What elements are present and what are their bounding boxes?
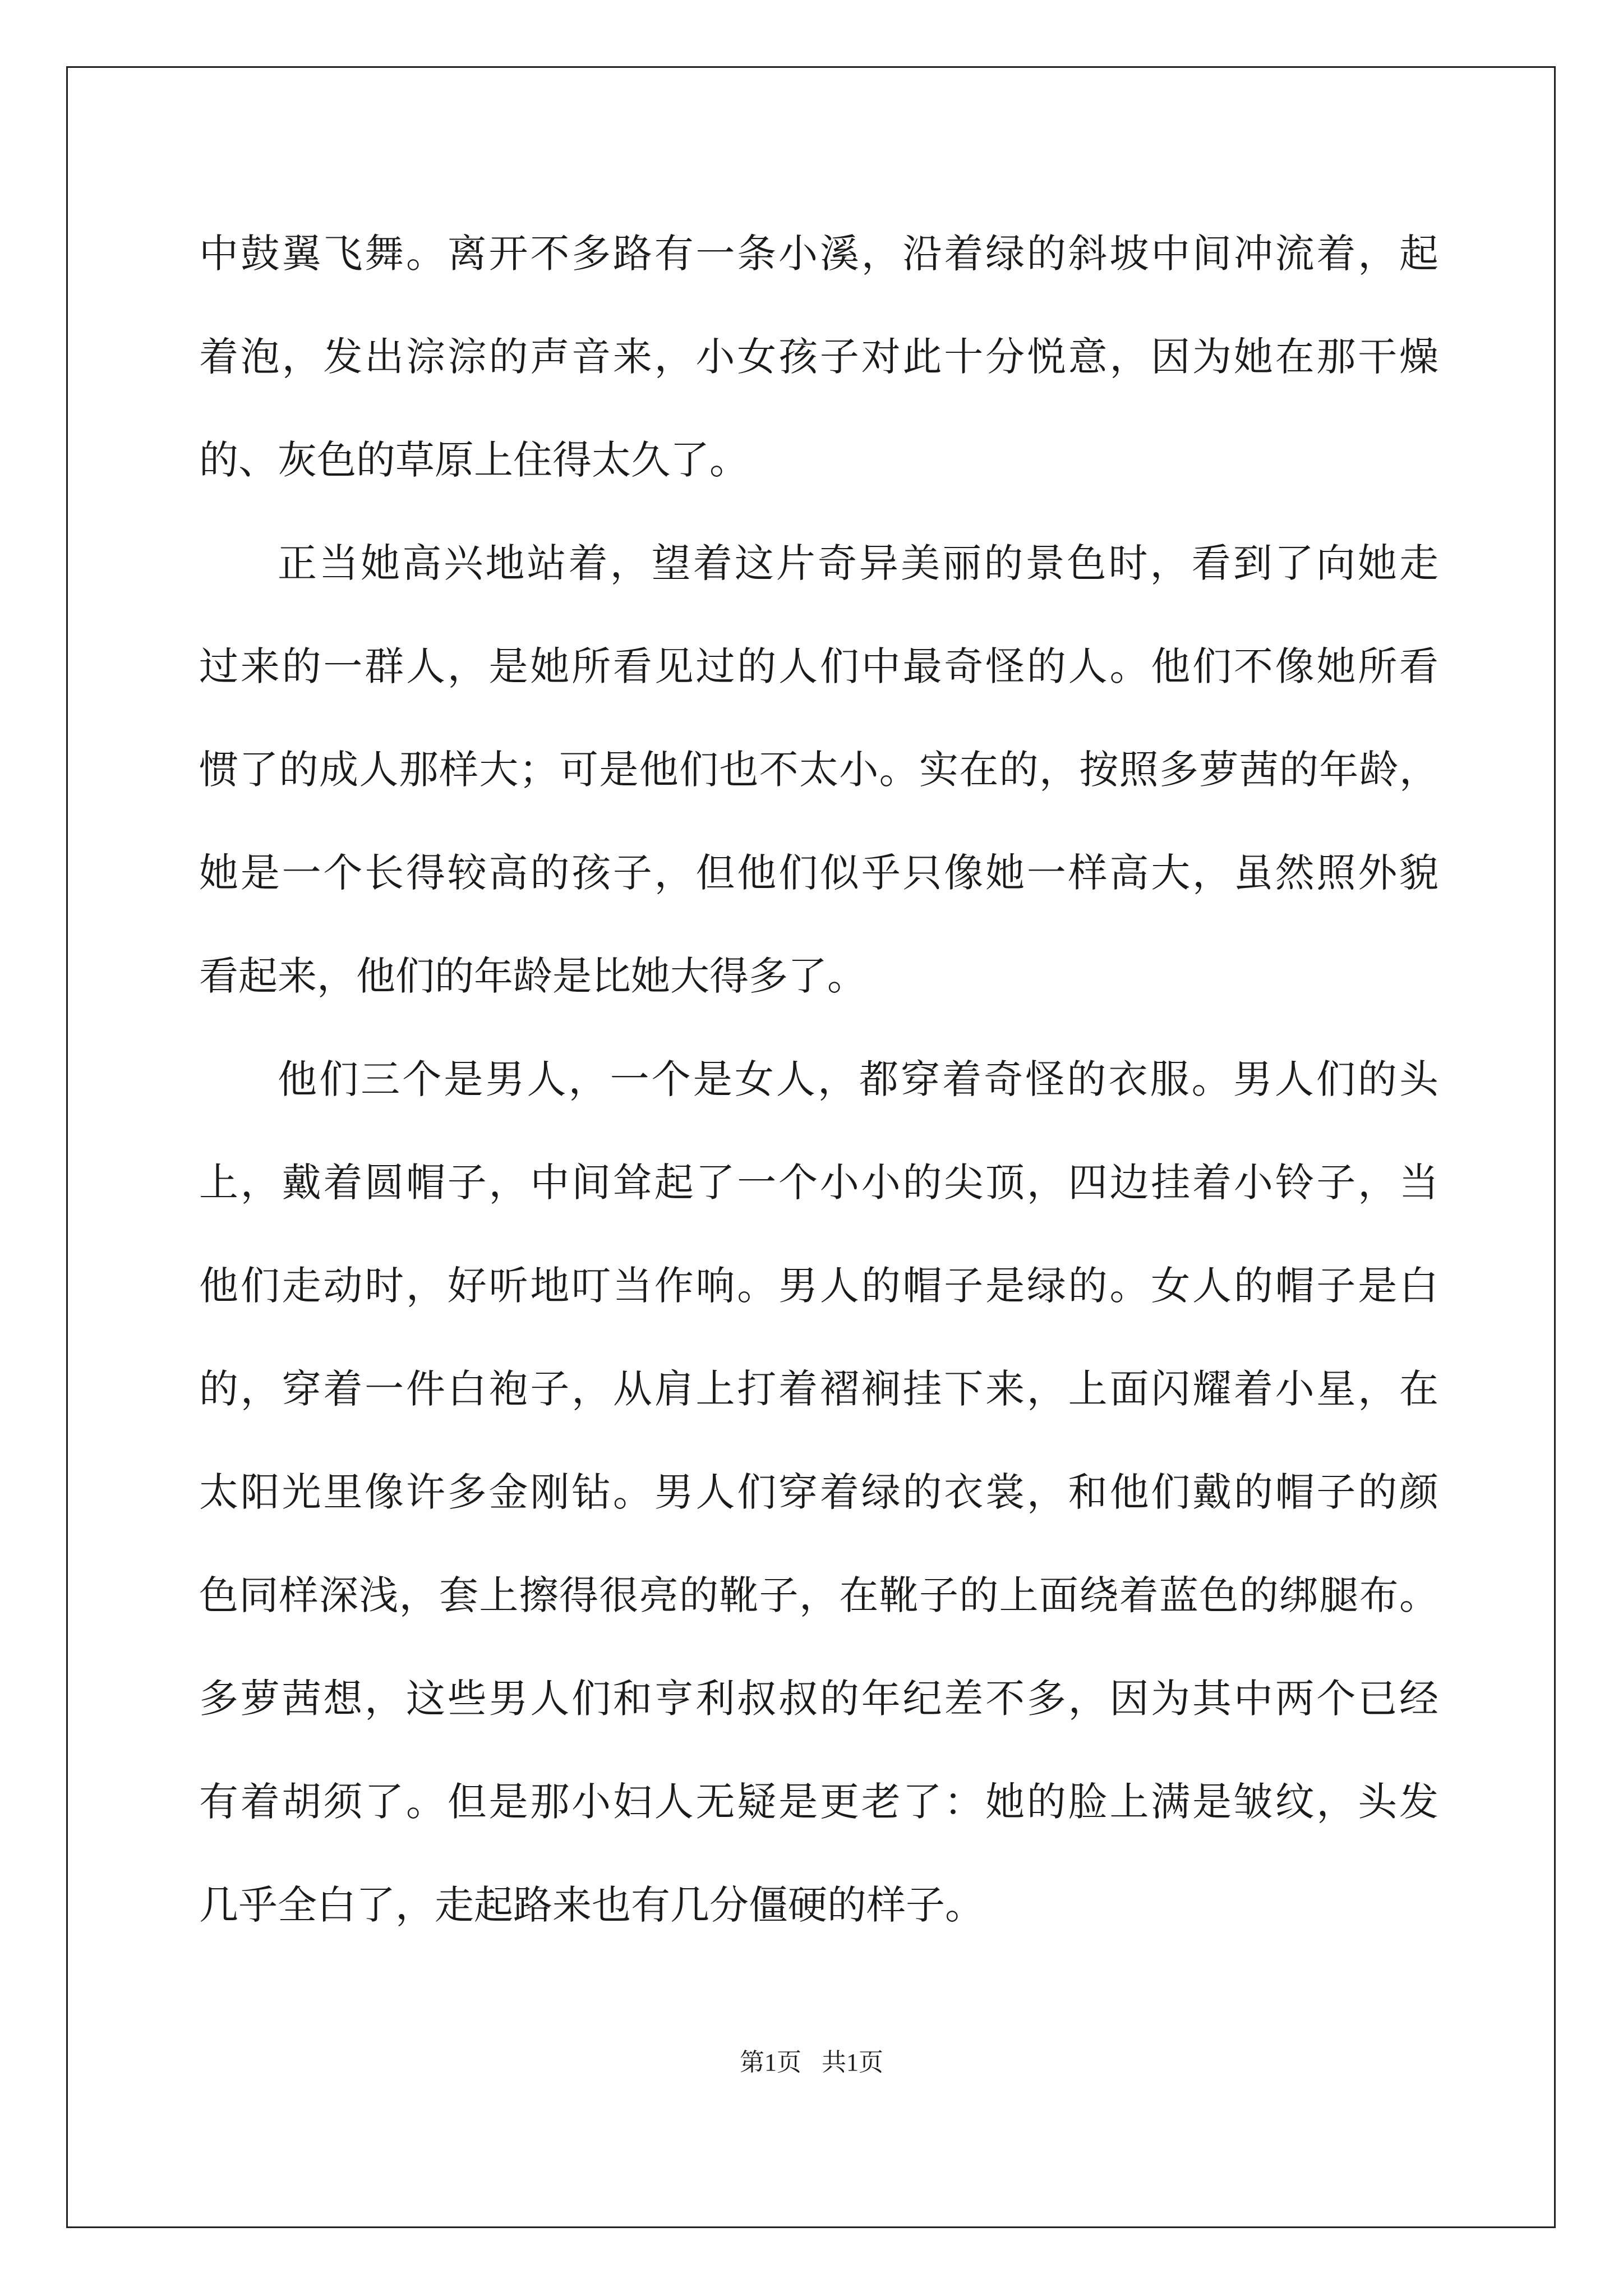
text-line: 他们三个是男人，一个是女人，都穿着奇怪的衣服。男人们的头 bbox=[278, 1056, 1438, 1102]
text-line: 太阳光里像许多金刚钻。男人们穿着绿的衣裳，和他们戴的帽子的颜 bbox=[199, 1469, 1438, 1515]
text-line: 着泡，发出淙淙的声音来，小女孩子对此十分悦意，因为她在那干燥 bbox=[199, 334, 1438, 380]
text-line: 有着胡须了。但是那小妇人无疑是更老了：她的脸上满是皱纹，头发 bbox=[199, 1779, 1438, 1825]
text-line: 几乎全白了，走起路来也有几分僵硬的样子。 bbox=[199, 1882, 984, 1928]
text-line: 上，戴着圆帽子，中间耸起了一个小小的尖顶，四边挂着小铃子，当 bbox=[199, 1159, 1438, 1205]
text-line: 的，穿着一件白袍子，从肩上打着褶裥挂下来，上面闪耀着小星，在 bbox=[199, 1366, 1438, 1412]
text-line: 色同样深浅，套上擦得很亮的靴子，在靴子的上面绕着蓝色的绑腿布。 bbox=[199, 1572, 1438, 1618]
text-line: 看起来，他们的年龄是比她大得多了。 bbox=[199, 953, 866, 999]
text-line: 惯了的成人那样大；可是他们也不太小。实在的，按照多萝茜的年龄， bbox=[199, 747, 1438, 793]
text-line: 正当她高兴地站着，望着这片奇异美丽的景色时，看到了向她走 bbox=[278, 540, 1438, 586]
text-line: 他们走动时，好听地叮当作响。男人的帽子是绿的。女人的帽子是白 bbox=[199, 1263, 1438, 1309]
text-line: 多萝茜想，这些男人们和亨利叔叔的年纪差不多，因为其中两个已经 bbox=[199, 1676, 1438, 1722]
page-total: 共1页 bbox=[822, 2049, 883, 2076]
page-footer bbox=[0, 2042, 1623, 2078]
text-line: 的、灰色的草原上住得太久了。 bbox=[199, 437, 749, 483]
text-line: 中鼓翼飞舞。离开不多路有一条小溪，沿着绿的斜坡中间冲流着，起 bbox=[199, 231, 1438, 277]
document-body bbox=[199, 202, 1438, 1957]
text-line: 过来的一群人，是她所看见过的人们中最奇怪的人。他们不像她所看 bbox=[199, 643, 1438, 689]
page-number: 第1页 bbox=[740, 2049, 801, 2076]
text-line: 她是一个长得较高的孩子，但他们似乎只像她一样高大，虽然照外貌 bbox=[199, 850, 1438, 896]
